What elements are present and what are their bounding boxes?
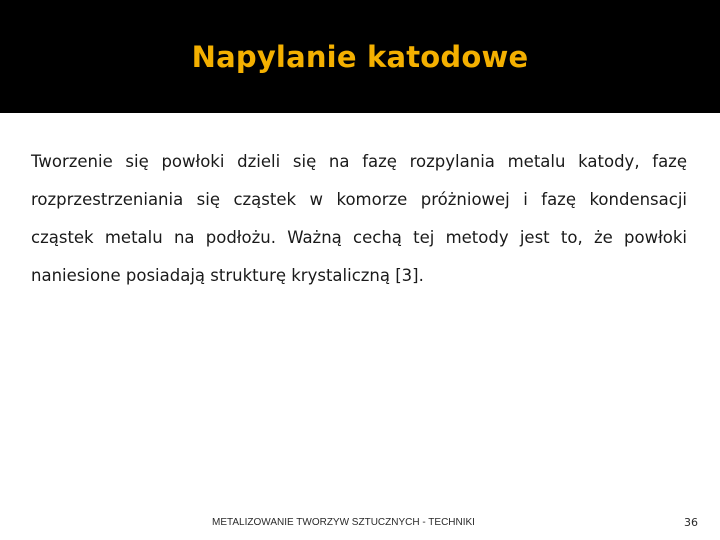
- slide-title: Napylanie katodowe: [191, 40, 529, 74]
- page-number: 36: [684, 516, 698, 529]
- body-paragraph: Tworzenie się powłoki dzieli się na fazę rozpylania metalu katody, fazę rozprzestrzeniania się cząstek w komorze próżniowej i fazę kondensacji cząstek metalu na podłożu. Ważną cechą tej metody jest to, że powłoki naniesione posiadają strukturę krystaliczną [3].: [31, 152, 687, 285]
- title-band: [0, 0, 720, 113]
- footer-caption: METALIZOWANIE TWORZYW SZTUCZNYCH - TECHNIKI: [212, 517, 475, 528]
